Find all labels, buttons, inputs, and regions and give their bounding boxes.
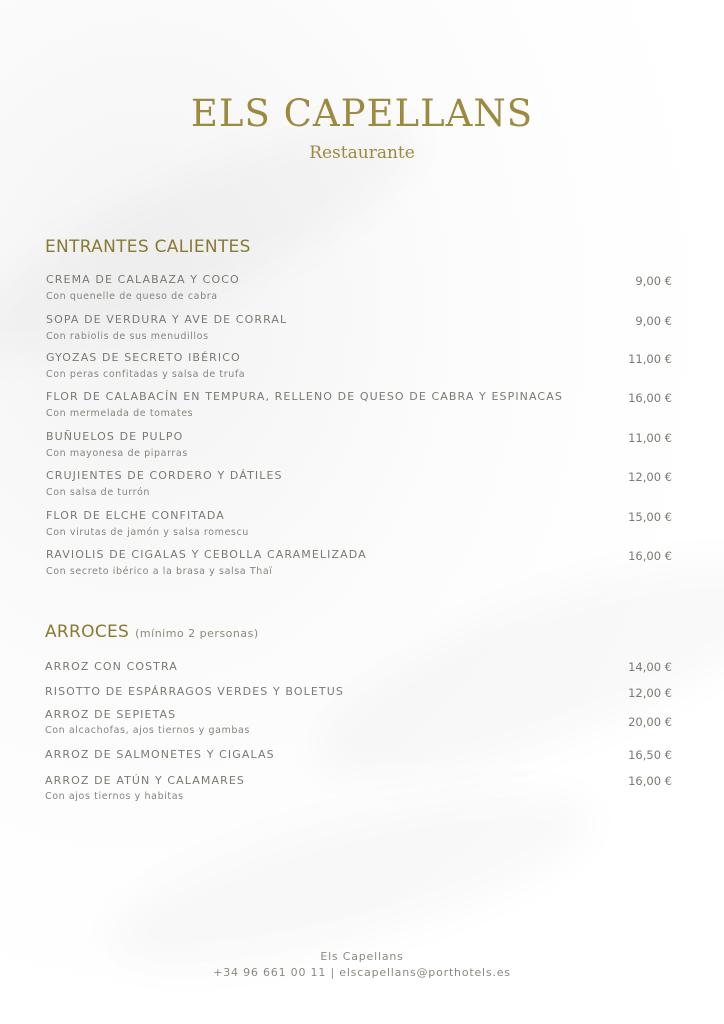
footer-name: Els Capellans	[320, 950, 404, 963]
menu-item-price: 16,50 €	[628, 748, 672, 762]
menu-item-price: 9,00 €	[635, 274, 672, 288]
section-title-entrantes: ENTRANTES CALIENTES	[45, 237, 251, 257]
menu-item-description: Con peras confitadas y salsa de trufa	[46, 369, 246, 380]
menu-item-name: FLOR DE ELCHE CONFITADA	[46, 509, 225, 522]
menu-item-name: RAVIOLIS DE CIGALAS Y CEBOLLA CARAMELIZADA	[46, 548, 367, 561]
footer-contact: +34 96 661 00 11 | elscapellans@porthotels.es	[213, 966, 511, 979]
menu-item-description: Con quenelle de queso de cabra	[46, 291, 218, 302]
menu-item-name: GYOZAS DE SECRETO IBÉRICO	[46, 351, 241, 364]
menu-item-price: 12,00 €	[628, 470, 672, 484]
menu-item-name: ARROZ DE SALMONETES Y CIGALAS	[45, 748, 275, 761]
menu-item-name: RISOTTO DE ESPÁRRAGOS VERDES Y BOLETUS	[45, 685, 344, 698]
menu-item-description: Con secreto ibérico a la brasa y salsa Thaï	[46, 566, 273, 577]
menu-item-name: ARROZ CON COSTRA	[45, 660, 178, 673]
menu-item-name: ARROZ DE SEPIETAS	[45, 708, 177, 721]
menu-item-price: 16,00 €	[628, 549, 672, 563]
restaurant-title: ELS CAPELLANS	[190, 92, 534, 135]
menu-item-description: Con mayonesa de piparras	[46, 448, 188, 459]
menu-item-price: 16,00 €	[628, 774, 672, 788]
menu-item-description: Con virutas de jamón y salsa romescu	[46, 527, 249, 538]
restaurant-subtitle: Restaurante	[309, 143, 415, 163]
section-title-arroces	[45, 622, 259, 642]
menu-item-name: CRUJIENTES DE CORDERO Y DÁTILES	[46, 469, 283, 482]
menu-item-name: SOPA DE VERDURA Y AVE DE CORRAL	[46, 313, 288, 326]
menu-item-price: 16,00 €	[628, 391, 672, 405]
menu-item-description: Con mermelada de tomates	[46, 408, 194, 419]
menu-item-price: 9,00 €	[635, 314, 672, 328]
menu-item-description: Con ajos tiernos y habitas	[45, 791, 184, 802]
menu-item-name: ARROZ DE ATÚN Y CALAMARES	[45, 774, 246, 787]
menu-item-price: 14,00 €	[628, 660, 672, 674]
menu-item-description: Con alcachofas, ajos tiernos y gambas	[45, 725, 250, 736]
arroces-title: ARROCES	[45, 622, 130, 642]
menu-item-price: 11,00 €	[628, 431, 672, 445]
menu-item-description: Con rabiolis de sus menudillos	[46, 331, 209, 342]
menu-item-price: 11,00 €	[628, 352, 672, 366]
menu-item-price: 12,00 €	[628, 686, 672, 700]
menu-item-description: Con salsa de turrón	[46, 487, 150, 498]
menu-item-price: 20,00 €	[628, 715, 672, 729]
menu-item-name: FLOR DE CALABACÍN EN TEMPURA, RELLENO DE QUESO DE CABRA Y ESPINACAS	[46, 390, 563, 403]
arroces-note: (mínimo 2 personas)	[135, 627, 259, 640]
menu-item-name: BUÑUELOS DE PULPO	[46, 430, 184, 443]
menu-item-name: CREMA DE CALABAZA Y COCO	[46, 273, 240, 286]
menu-item-price: 15,00 €	[628, 510, 672, 524]
